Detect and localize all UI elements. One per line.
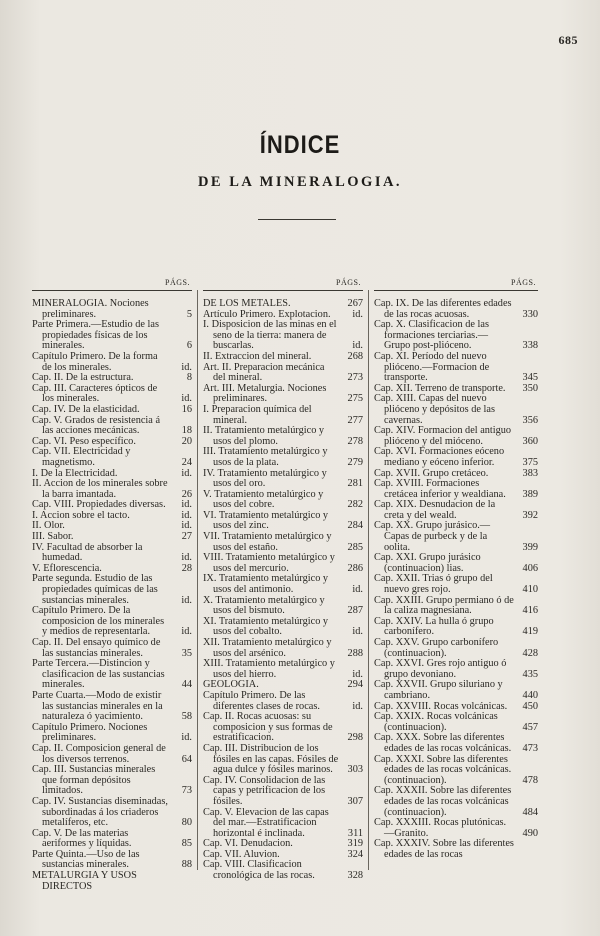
entry-title: V. Eflorescencia. — [32, 562, 102, 574]
entry-page: id. — [181, 626, 192, 638]
index-entry — [203, 352, 363, 363]
index-subtitle: DE LA MINERALOGIA. — [197, 174, 403, 190]
entry-title: Capítulo Primero. De las diferentes clases de rocas. — [203, 689, 320, 712]
entry-page: 8 — [186, 372, 192, 384]
entry-page: id. — [181, 499, 192, 511]
entry-title: Art. III. Metalurgia. Nociones preliminares. — [203, 382, 327, 405]
entry-title: XI. Tratamiento metalúrgico y usos del cobalto. — [203, 615, 329, 638]
entry-title: Art. II. Preparacion mecánica del mineral. — [203, 361, 325, 384]
index-column-2 — [203, 278, 363, 882]
entry-title: DE LOS METALES. — [203, 298, 291, 309]
entry-title: Cap. III. Caracteres ópticos de los minerales. — [32, 382, 158, 405]
entry-page: 389 — [522, 488, 538, 500]
entry-page: 457 — [522, 721, 538, 733]
entry-title: Cap. VI. Peso específico. — [32, 435, 136, 447]
index-entry — [203, 574, 363, 595]
index-entry — [203, 776, 363, 808]
pags-header: PÁGS. — [32, 278, 192, 291]
entry-title: Cap. XXVIII. Rocas volcánicas. — [374, 700, 508, 712]
entry-title: Capítulo Primero. De la composicion de los minerales y medios de representarla. — [32, 605, 165, 638]
entry-title: III. Tratamiento metalúrgico y usos de la plata. — [203, 446, 328, 468]
entry-title: VI. Tratamiento metalúrgico y usos del zinc. — [203, 509, 329, 532]
entry-page: id. — [181, 467, 192, 479]
entry-title: III. Sabor. — [32, 531, 74, 543]
index-entry — [374, 659, 538, 680]
entry-title: Cap. IV. De la elasticidad. — [32, 403, 140, 415]
column-divider — [368, 290, 369, 870]
entry-title: Cap. VII. Electricidad y magnetismo. — [32, 446, 131, 468]
entry-title: Cap. XXVII. Grupo siluriano y cambriano. — [374, 679, 503, 701]
title-divider — [258, 219, 336, 220]
entry-title: Cap. XIII. Capas del nuevo plióceno y depósitos de las cavernas. — [374, 393, 495, 426]
entry-title: MINERALOGIA. Nociones preliminares. — [32, 298, 149, 320]
entry-title: Cap. VI. Denudacion. — [203, 838, 293, 850]
index-entry — [203, 511, 363, 532]
index-entry — [32, 405, 192, 416]
entry-page: id. — [352, 584, 363, 596]
entry-page: 484 — [522, 806, 538, 818]
index-entry — [203, 638, 363, 659]
entry-title: Cap. XXX. Sobre las diferentes edades de las rocas volcánicas. — [374, 732, 512, 754]
entry-title: Cap. V. Grados de resistencia á las acciones mecánicas. — [32, 414, 161, 437]
index-entry — [203, 659, 363, 680]
entry-title: Cap. V. De las materias aeriformes y líquidas. — [32, 827, 132, 850]
entry-page: 27 — [181, 531, 192, 543]
index-entry — [203, 490, 363, 511]
index-entry — [32, 871, 192, 892]
page-number: 685 — [558, 33, 578, 47]
entry-page: 44 — [181, 679, 192, 691]
column-divider — [197, 290, 198, 870]
entry-page: 350 — [522, 382, 538, 394]
index-entry — [203, 808, 363, 840]
index-entry — [32, 691, 192, 723]
entry-page: 450 — [522, 700, 538, 712]
entry-title: Cap. XVI. Formaciones eóceno mediano y eóceno inferior. — [374, 446, 505, 468]
entry-page: 275 — [347, 393, 363, 405]
entry-page: 35 — [181, 647, 192, 659]
entry-title: V. Tratamiento metalúrgico y usos del cobre. — [203, 488, 324, 511]
index-entry — [32, 384, 192, 405]
entry-title: II. Tratamiento metalúrgico y usos del plomo. — [203, 425, 325, 447]
index-entry — [374, 479, 538, 500]
entry-page: 473 — [522, 742, 538, 754]
entry-title: Parte Cuarta.—Modo de existir las sustancias minerales en la naturaleza ó yacimiento. — [32, 689, 163, 723]
index-entry — [374, 617, 538, 638]
entry-title: Cap. II. Rocas acuosas: su composicion y sus formas de estratificacion. — [203, 711, 333, 744]
index-entry — [374, 818, 538, 839]
entry-title: Cap. X. Clasificacion de las formaciones terciarias.—Grupo post-plióceno. — [374, 319, 489, 352]
index-entry — [374, 299, 538, 320]
entry-page: id. — [181, 509, 192, 521]
entry-page: 440 — [522, 689, 538, 701]
entry-title: Parte segunda. Estudio de las propiedades químicas de las sustancias minerales. — [32, 573, 158, 606]
entry-page: 273 — [347, 372, 363, 384]
entry-page: 294 — [347, 679, 363, 691]
index-entry — [32, 447, 192, 468]
entry-page: 324 — [347, 848, 363, 860]
entry-title: Cap. XXIII. Grupo permiano ó de la caliza magnesiana. — [374, 594, 514, 617]
entry-page: id. — [181, 552, 192, 564]
entry-page: 282 — [347, 499, 363, 511]
index-entry — [203, 363, 363, 384]
entry-page: 287 — [347, 605, 363, 617]
entry-page: 328 — [347, 870, 363, 882]
index-entry — [374, 574, 538, 595]
index-entry — [203, 744, 363, 776]
entry-title: Cap. XXV. Grupo carbonífero (continuacion). — [374, 637, 499, 659]
entry-title: XII. Tratamiento metalúrgico y usos del arsénico. — [203, 637, 332, 659]
entry-page: 338 — [522, 340, 538, 352]
index-entry — [374, 320, 538, 352]
entry-title: IV. Tratamiento metalúrgico y usos del oro. — [203, 467, 327, 490]
entry-title: IV. Facultad de absorber la humedad. — [32, 541, 143, 564]
entry-page: 285 — [347, 541, 363, 553]
entry-title: II. Accion de los minerales sobre la barra imantada. — [32, 478, 168, 500]
entry-page: 58 — [181, 711, 192, 723]
entry-title: VII. Tratamiento metalúrgico y usos del estaño. — [203, 531, 332, 553]
entry-title: Cap. XXII. Trias ó grupo del nuevo gres rojo. — [374, 573, 493, 596]
entry-page: id. — [352, 308, 363, 320]
index-entry — [32, 659, 192, 691]
index-entry — [203, 469, 363, 490]
index-entry — [374, 638, 538, 659]
entry-page: 410 — [522, 584, 538, 596]
index-entry — [374, 447, 538, 468]
index-entry — [32, 299, 192, 320]
index-entry — [374, 500, 538, 521]
entry-title: Cap. II. De la estructura. — [32, 372, 134, 384]
entry-title: Cap. XXXIII. Rocas plutónicas.—Granito. — [374, 817, 507, 839]
entry-title: Cap. III. Distribucion de los fósiles en las capas. Fósiles de agua dulce y fósiles marinos. — [203, 742, 339, 776]
entry-page: 28 — [181, 562, 192, 574]
entry-title: Cap. XXI. Grupo jurásico (continuacion) lias. — [374, 552, 481, 574]
entry-title: Cap. II. Del ensayo químico de las sustancias minerales. — [32, 637, 161, 659]
entry-title: Cap. XXIV. La hulla ó grupo carbonífero. — [374, 615, 494, 638]
entry-page: 286 — [347, 562, 363, 574]
index-entry — [374, 786, 538, 818]
entry-title: Cap. XXVI. Gres rojo antiguo ó grupo devoniano. — [374, 658, 507, 680]
entry-page: 277 — [347, 414, 363, 426]
entry-page: 26 — [181, 488, 192, 500]
entry-title: I. De la Electricidad. — [32, 467, 118, 479]
entry-title: I. Preparacion química del mineral. — [203, 403, 312, 426]
index-entry — [32, 606, 192, 638]
entry-page: 88 — [181, 859, 192, 871]
index-entry — [374, 352, 538, 384]
index-entry — [203, 860, 363, 881]
entry-page: 490 — [522, 827, 538, 839]
index-entry — [32, 744, 192, 765]
entry-page: 345 — [522, 372, 538, 384]
entry-page: id. — [352, 668, 363, 680]
index-entry — [203, 447, 363, 468]
entry-title: Cap. IX. De las diferentes edades de las rocas acuosas. — [374, 298, 512, 320]
entry-title: Artículo Primero. Explotacion. — [203, 308, 331, 320]
entry-title: Capítulo Primero. Nociones preliminares. — [32, 721, 148, 744]
entry-title: Cap. IV. Sustancias diseminadas, subordinadas á los criaderos metalíferos, etc. — [32, 795, 168, 829]
index-title: ÍNDICE — [259, 130, 341, 159]
entry-title: Cap. II. Composicion general de los diversos terrenos. — [32, 742, 166, 765]
entry-title: II. Olor. — [32, 520, 65, 532]
entry-page: 20 — [181, 435, 192, 447]
entry-title: Cap. XI. Período del nuevo plióceno.—Formacion de transporte. — [374, 350, 490, 384]
entry-page: 419 — [522, 626, 538, 638]
entry-page: 24 — [181, 456, 192, 468]
index-entry — [203, 532, 363, 553]
index-entry — [32, 416, 192, 437]
index-entry — [32, 797, 192, 829]
index-entry — [32, 352, 192, 373]
index-entry — [32, 829, 192, 850]
entry-title: Cap. XIX. Desnudacion de la creta y del weald. — [374, 499, 496, 521]
entry-page: 478 — [522, 774, 538, 786]
entry-page: 288 — [347, 647, 363, 659]
entry-title: Capítulo Primero. De la forma de los minerales. — [32, 350, 158, 373]
entry-title: I. Accion sobre el tacto. — [32, 509, 130, 521]
entry-page: id. — [352, 626, 363, 638]
entry-page: 73 — [181, 785, 192, 797]
entry-page: 85 — [181, 838, 192, 850]
entry-title: Cap. XXIX. Rocas volcánicas (continuacion). — [374, 711, 498, 733]
entry-title: Cap. XVIII. Formaciones cretácea inferior y wealdiana. — [374, 478, 506, 500]
entry-title: Cap. XXXIV. Sobre las diferentes edades de las rocas — [374, 838, 514, 860]
entry-page: id. — [181, 594, 192, 606]
entry-title: VIII. Tratamiento metalúrgico y usos del mercurio. — [203, 552, 335, 574]
index-entry — [374, 733, 538, 754]
entry-title: Cap. IV. Consolidacion de las capas y petrificacion de los fósiles. — [203, 774, 326, 807]
index-entry — [32, 543, 192, 564]
entry-page: 278 — [347, 435, 363, 447]
entry-page: id. — [352, 700, 363, 712]
entry-title: Cap. XVII. Grupo cretáceo. — [374, 467, 489, 479]
index-entry — [32, 574, 192, 606]
entry-page: id. — [181, 393, 192, 405]
entry-page: 311 — [347, 827, 363, 839]
index-entry — [374, 394, 538, 426]
index-entry — [203, 384, 363, 405]
entry-title: Cap. XXXI. Sobre las diferentes edades de las rocas volcánicas. (continuacion). — [374, 753, 512, 786]
index-column-1 — [32, 278, 192, 892]
index-entry — [374, 553, 538, 574]
entry-page: 319 — [347, 838, 363, 850]
index-entry — [32, 638, 192, 659]
entry-title: Cap. VIII. Clasificacion cronológica de las rocas. — [203, 859, 315, 882]
index-entry — [374, 596, 538, 617]
entry-page: 16 — [181, 403, 192, 415]
entry-page: 6 — [186, 340, 192, 352]
entry-title: IX. Tratamiento metalúrgico y usos del antimonio. — [203, 573, 329, 596]
entry-page: 360 — [522, 435, 538, 447]
entry-page: 392 — [522, 509, 538, 521]
entry-page: 18 — [181, 425, 192, 437]
entry-title: X. Tratamiento metalúrgico y usos del bismuto. — [203, 594, 325, 617]
index-entry — [203, 691, 363, 712]
index-entry — [203, 426, 363, 447]
index-entry — [374, 680, 538, 701]
entry-page: 406 — [522, 562, 538, 574]
entry-page: id. — [181, 520, 192, 532]
index-entry — [203, 405, 363, 426]
entry-page: 303 — [347, 764, 363, 776]
entry-page: 330 — [522, 308, 538, 320]
index-entry — [203, 553, 363, 574]
entry-page: 279 — [347, 456, 363, 468]
entry-page: id. — [352, 340, 363, 352]
entry-page: 298 — [347, 732, 363, 744]
index-entry — [32, 723, 192, 744]
entry-title: METALURGIA Y USOS DIRECTOS — [32, 870, 137, 892]
index-entry — [32, 320, 192, 352]
entry-title: XIII. Tratamiento metalúrgico y usos del hierro. — [203, 658, 335, 680]
index-entry — [203, 712, 363, 744]
pags-header: PÁGS. — [374, 278, 538, 291]
entry-title: Cap. XX. Grupo jurásico.—Capas de purbeck y de la oolita. — [374, 520, 491, 553]
index-column-3 — [374, 278, 538, 860]
entry-page: 80 — [181, 817, 192, 829]
entry-page: 383 — [522, 467, 538, 479]
entry-page: 268 — [347, 350, 363, 362]
entry-title: II. Extraccion del mineral. — [203, 350, 312, 362]
index-entry — [203, 617, 363, 638]
entry-title: Parte Primera.—Estudio de las propiedades físicas de los minerales. — [32, 319, 159, 352]
entry-page: 307 — [347, 795, 363, 807]
entry-page: 356 — [522, 414, 538, 426]
entry-title: Parte Quinta.—Uso de las sustancias minerales. — [32, 848, 140, 871]
index-entry — [203, 596, 363, 617]
entry-page: id. — [181, 361, 192, 373]
entry-title: Cap. XIV. Formacion del antiguo plióceno y del mióceno. — [374, 425, 512, 447]
index-entry — [32, 850, 192, 871]
entry-title: Cap. III. Sustancias minerales que forman depósitos limitados. — [32, 764, 156, 797]
pags-header: PÁGS. — [203, 278, 363, 291]
entry-title: GEOLOGIA. — [203, 679, 259, 691]
index-entry — [374, 839, 538, 860]
entry-page: 5 — [186, 308, 192, 320]
entry-title: Cap. VII. Aluvion. — [203, 848, 280, 860]
entry-page: 399 — [522, 541, 538, 553]
index-entry — [374, 755, 538, 787]
index-entry — [203, 299, 363, 310]
index-entry — [374, 712, 538, 733]
index-entry — [374, 426, 538, 447]
entry-title: Parte Tercera.—Distincion y clasificacion de las sustancias minerales. — [32, 658, 165, 691]
entry-page: 416 — [522, 605, 538, 617]
entry-page: 267 — [347, 298, 363, 309]
entry-page: 64 — [181, 753, 192, 765]
entry-title: Cap. XXXII. Sobre las diferentes edades de las rocas volcánicas (continuacion). — [374, 785, 512, 818]
entry-page: 428 — [522, 647, 538, 659]
entry-page: 284 — [347, 520, 363, 532]
index-entry — [32, 765, 192, 797]
entry-title: Cap. VIII. Propiedades diversas. — [32, 499, 166, 511]
entry-page: 435 — [522, 668, 538, 680]
entry-page: 281 — [347, 478, 363, 490]
entry-page: id. — [181, 732, 192, 744]
index-entry — [32, 479, 192, 500]
entry-title: Cap. XII. Terreno de transporte. — [374, 382, 506, 394]
entry-title: Cap. V. Elevacion de las capas del mar.—Estratificacion horizontal é inclinada. — [203, 806, 329, 839]
entry-page: 375 — [522, 456, 538, 468]
index-entry — [374, 521, 538, 553]
entry-title: I. Disposicion de las minas en el seno de la tierra: manera de buscarlas. — [203, 319, 337, 352]
index-entry — [203, 320, 363, 352]
